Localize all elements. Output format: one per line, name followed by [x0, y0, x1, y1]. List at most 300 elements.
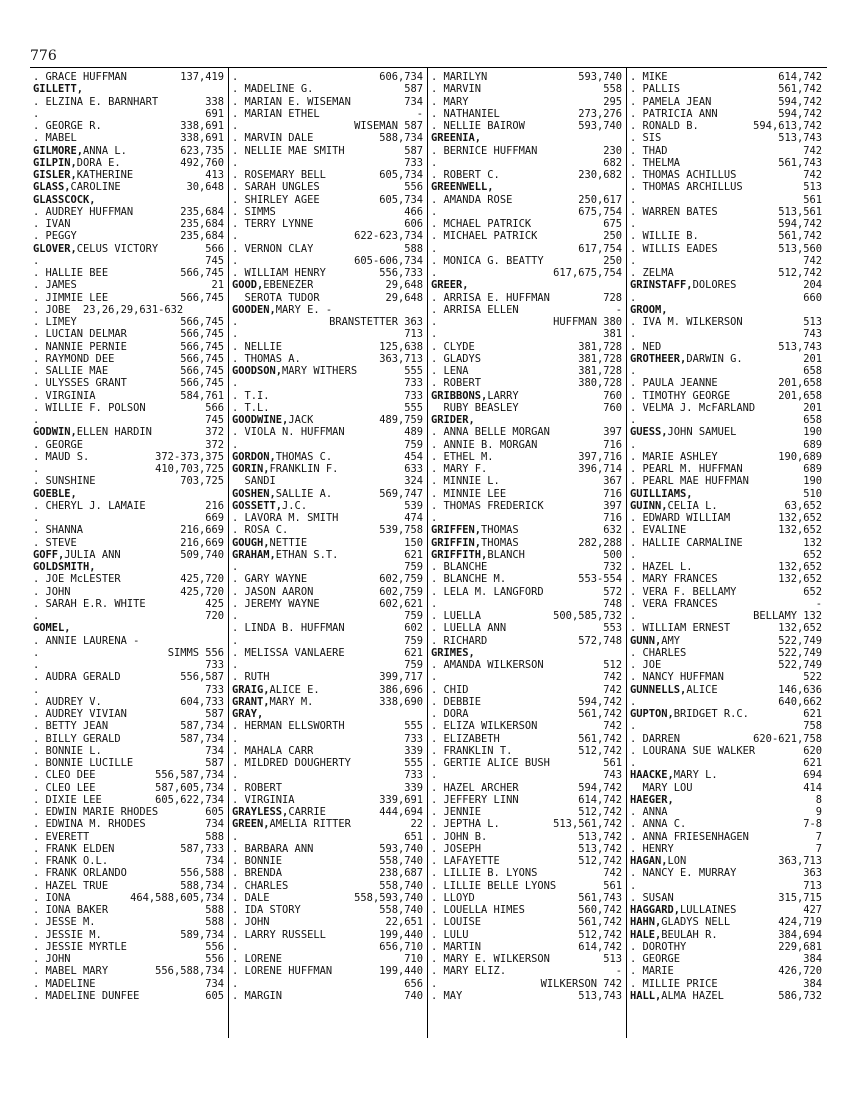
entry-pages: 410,703,725	[155, 463, 224, 475]
index-entry	[431, 794, 622, 806]
entry-name: .	[431, 769, 438, 782]
entry-name: . BLANCHE M.	[431, 573, 507, 586]
entry-pages: 587	[404, 83, 423, 96]
entry-name: . LIMEY	[33, 316, 77, 328]
surname: GRIBBONS,	[431, 389, 488, 402]
entry-pages: 558,740	[379, 879, 423, 892]
index-entry	[630, 953, 822, 965]
entry-name: . MARIE	[630, 965, 674, 978]
entry-name: . LINDA B. HUFFMAN	[232, 622, 345, 635]
index-entry	[630, 843, 822, 855]
index-entry	[33, 353, 224, 365]
entry-pages: 584,761	[180, 389, 224, 402]
entry-name: . MONICA G. BEATTY	[431, 254, 544, 267]
entry-name	[431, 279, 469, 291]
entry-name: . MILLIE PRICE	[630, 977, 718, 990]
index-entry	[33, 696, 224, 708]
index-entry	[232, 916, 423, 928]
entry-name: GREEN,AMELIA RITTER	[232, 818, 351, 831]
index-entry	[232, 855, 423, 867]
index-entry	[33, 426, 224, 438]
entry-name: . STEVE	[33, 536, 77, 549]
index-entry	[431, 965, 622, 977]
entry-pages: 230	[603, 144, 622, 157]
index-entry	[33, 390, 224, 402]
entry-pages: 614,742	[578, 793, 622, 806]
entry-pages: 605,734	[379, 193, 423, 206]
entry-name: . HAZEL L.	[630, 561, 693, 573]
entry-pages: 606,734	[379, 71, 423, 83]
index-entry	[630, 255, 822, 267]
entry-pages: 566,745	[180, 340, 224, 353]
entry-name: . HERMAN ELLSWORTH	[232, 720, 345, 733]
index-entry	[431, 512, 622, 524]
index-entry	[33, 463, 224, 475]
entry-name: . MCHAEL PATRICK	[431, 218, 532, 230]
entry-pages: 716	[603, 438, 622, 451]
entry-name: . LAFAYETTE	[431, 855, 500, 867]
entry-name: . VIRGINIA	[232, 793, 295, 806]
surname: HAGGARD,	[630, 904, 681, 916]
entry-name	[630, 304, 668, 316]
index-entry	[630, 157, 822, 169]
entry-name: . LOUISE	[431, 916, 482, 929]
entry-name	[33, 561, 96, 573]
entry-name: . MARY	[431, 95, 469, 108]
index-entry	[431, 475, 622, 487]
index-entry	[33, 782, 224, 794]
index-entry	[33, 573, 224, 585]
entry-name: .	[232, 977, 239, 990]
entry-pages: 444,694	[379, 806, 423, 818]
surname: GOUGH,	[232, 536, 270, 549]
index-entry	[630, 720, 822, 732]
entry-pages: 632	[603, 524, 622, 537]
index-entry	[431, 769, 622, 781]
entry-name: . EVALINE	[630, 524, 687, 537]
index-entry	[431, 181, 622, 193]
entry-pages: 522,749	[778, 659, 822, 671]
index-entry	[630, 402, 822, 414]
entry-name: MARY LOU	[630, 781, 693, 794]
entry-name: . MARVIN DALE	[232, 132, 314, 145]
index-entry	[33, 512, 224, 524]
entry-name	[33, 194, 96, 206]
index-entry	[232, 573, 423, 585]
entry-pages: 759	[404, 610, 423, 622]
index-entry	[33, 267, 224, 279]
index-entry	[33, 586, 224, 598]
index-entry	[630, 194, 822, 206]
index-entry	[33, 831, 224, 843]
entry-name: . THAD	[630, 144, 668, 157]
entry-pages: 759	[404, 561, 423, 573]
index-entry	[33, 71, 224, 83]
entry-name: .	[232, 377, 239, 390]
entry-pages: 282,288	[578, 536, 622, 549]
entry-pages: 561,742	[578, 732, 622, 745]
index-entry	[232, 757, 423, 769]
entry-name: .	[232, 328, 239, 341]
index-entry	[33, 941, 224, 953]
index-entry	[33, 206, 224, 218]
index-entry	[431, 426, 622, 438]
index-entry	[232, 843, 423, 855]
entry-name: . GARY WAYNE	[232, 573, 308, 586]
surname: GRIFFEN,	[431, 524, 482, 537]
index-entry	[431, 782, 622, 794]
index-entry	[431, 990, 622, 1002]
entry-name: . BONNIE LUCILLE	[33, 757, 134, 769]
index-entry	[232, 806, 423, 818]
entry-pages: 566,745	[180, 365, 224, 377]
entry-name: . T.L.	[232, 401, 270, 414]
entry-pages: 427	[803, 904, 822, 916]
entry-name: . JESSE M.	[33, 916, 96, 929]
entry-name: .	[630, 720, 637, 733]
index-entry	[232, 206, 423, 218]
entry-name: . LARRY RUSSELL	[232, 928, 326, 941]
entry-name: . DIXIE LEE	[33, 793, 102, 806]
entry-pages: 623,735	[180, 144, 224, 157]
index-entry	[630, 451, 822, 463]
index-entry	[630, 108, 822, 120]
surname: GOODWINE,	[232, 414, 289, 426]
entry-name: GRIFFEN,THOMAS	[431, 524, 519, 537]
entry-pages: 742	[603, 867, 622, 880]
index-entry	[33, 745, 224, 757]
index-entry	[630, 524, 822, 536]
index-entry	[630, 757, 822, 769]
index-entry	[33, 451, 224, 463]
index-entry	[630, 341, 822, 353]
index-entry	[232, 255, 423, 267]
entry-pages: 363	[803, 867, 822, 880]
entry-name	[232, 708, 263, 720]
entry-name: . MARIE ASHLEY	[630, 450, 718, 463]
entry-name: GUNNELLS,ALICE	[630, 683, 718, 696]
index-entry	[33, 537, 224, 549]
index-entry	[33, 365, 224, 377]
surname: GILLETT,	[33, 83, 84, 96]
entry-pages: 338	[205, 95, 224, 108]
entry-pages: 474	[404, 512, 423, 524]
entry-name: .	[33, 646, 40, 659]
entry-pages: 381,728	[578, 365, 622, 377]
index-entry	[232, 512, 423, 524]
entry-name: . ARRISA E. HUFFMAN	[431, 291, 550, 304]
entry-pages: 561	[603, 879, 622, 892]
index-entry	[33, 439, 224, 451]
entry-name: .	[33, 414, 40, 426]
index-entry	[431, 328, 622, 340]
index-entry	[431, 353, 622, 365]
entry-name: . LILLIE B. LYONS	[431, 867, 538, 880]
index-entry	[431, 304, 622, 316]
surname: GUINN,	[630, 499, 668, 512]
entry-name: GILMORE,ANNA L.	[33, 144, 127, 157]
entry-pages: 384	[803, 977, 822, 990]
entry-pages: 605	[205, 989, 224, 1002]
entry-pages: 513,743	[778, 340, 822, 353]
entry-name: . GEORGE	[33, 438, 84, 451]
entry-name: . FRANK ELDEN	[33, 842, 115, 855]
entry-pages: 572,748	[578, 634, 622, 647]
index-entry	[431, 598, 622, 610]
entry-pages: 733	[404, 156, 423, 169]
entry-name: . CLEO DEE	[33, 769, 96, 782]
index-entry	[630, 83, 822, 95]
index-entry	[232, 953, 423, 965]
entry-name: . ZELMA	[630, 267, 674, 279]
index-entry	[232, 549, 423, 561]
index-entry	[232, 439, 423, 451]
index-entry	[232, 659, 423, 671]
entry-name: . ROBERT C.	[431, 169, 500, 181]
entry-pages: 572	[603, 585, 622, 598]
index-entry	[431, 365, 622, 377]
index-entry	[232, 635, 423, 647]
entry-pages: 512,742	[578, 744, 622, 757]
index-entry	[33, 720, 224, 732]
index-entry	[33, 843, 224, 855]
index-entry	[630, 267, 822, 279]
entry-name: GUESS,JOHN SAMUEL	[630, 426, 737, 439]
entry-pages: 733	[404, 732, 423, 745]
index-entry	[33, 561, 224, 573]
index-entry	[232, 622, 423, 634]
index-entry	[232, 304, 423, 316]
surname: HAGAN,	[630, 855, 668, 867]
index-entry	[232, 867, 423, 879]
index-entry	[431, 414, 622, 426]
index-entry	[33, 916, 224, 928]
entry-pages: 561,743	[778, 156, 822, 169]
entry-name: GISLER,KATHERINE	[33, 169, 134, 181]
index-entry	[232, 96, 423, 108]
entry-pages: 413	[205, 169, 224, 181]
surname: GUNN,	[630, 634, 662, 647]
index-entry	[232, 157, 423, 169]
entry-name: . MARIAN ETHEL	[232, 107, 320, 120]
entry-pages: 658	[803, 414, 822, 426]
entry-pages: 424,719	[778, 916, 822, 929]
index-entry	[630, 990, 822, 1002]
entry-pages: 621	[803, 708, 822, 720]
index-entry	[630, 659, 822, 671]
entry-name: .	[232, 732, 239, 745]
index-entry	[232, 880, 423, 892]
entry-name: . WILLIS EADES	[630, 242, 718, 255]
entry-name: GOODEN,MARY E. -	[232, 303, 333, 316]
index-entry	[630, 965, 822, 977]
entry-name: .	[630, 328, 637, 341]
index-entry	[431, 610, 622, 622]
entry-name: . MARY E. WILKERSON	[431, 953, 550, 965]
index-entry	[33, 794, 224, 806]
entry-pages: 566,745	[180, 352, 224, 365]
entry-name: . HAZEL ARCHER	[431, 781, 519, 794]
entry-pages: 588,734	[379, 132, 423, 145]
entry-name: . THELMA	[630, 156, 681, 169]
index-entry	[431, 929, 622, 941]
entry-pages: 556,588	[180, 867, 224, 880]
entry-name: .	[232, 316, 239, 328]
entry-name: . JOHN	[33, 585, 71, 598]
entry-name: .	[431, 205, 438, 218]
entry-pages: 384,694	[778, 928, 822, 941]
entry-pages: 743	[803, 328, 822, 341]
entry-name: . DOROTHY	[630, 940, 687, 953]
entry-pages: 509,740	[180, 548, 224, 561]
index-entry	[232, 145, 423, 157]
index-entry	[33, 892, 224, 904]
entry-pages: 560,742	[578, 904, 622, 916]
entry-pages: 454	[404, 450, 423, 463]
entry-pages: 733	[404, 769, 423, 782]
entry-pages: -	[416, 107, 423, 120]
entry-pages: 201	[803, 401, 822, 414]
index-entry	[431, 255, 622, 267]
entry-pages: 201,658	[778, 377, 822, 390]
entry-name: . MARGIN	[232, 989, 283, 1002]
entry-pages: 363,713	[379, 352, 423, 365]
entry-pages: 250	[603, 254, 622, 267]
index-entry	[232, 831, 423, 843]
entry-name: . JESSIE MYRTLE	[33, 940, 127, 953]
entry-name: GROTHEER,DARWIN G.	[630, 352, 743, 365]
entry-name: .	[33, 512, 40, 524]
index-entry	[630, 316, 822, 328]
entry-name: . GEORGE R.	[33, 120, 102, 132]
entry-name: . BLANCHE	[431, 561, 488, 573]
index-entry	[33, 96, 224, 108]
index-entry	[630, 671, 822, 683]
entry-pages: 199,440	[379, 928, 423, 941]
index-entry	[630, 561, 822, 573]
entry-pages: 587,734	[180, 732, 224, 745]
index-entry	[630, 537, 822, 549]
index-entry	[232, 341, 423, 353]
entry-pages: 513,743	[578, 989, 622, 1002]
entry-name: . AUDREY VIVIAN	[33, 708, 127, 720]
index-entry	[33, 647, 224, 659]
entry-name: . MAHALA CARR	[232, 744, 314, 757]
index-entry	[232, 990, 423, 1002]
index-entry	[431, 573, 622, 585]
entry-name: . BETTY JEAN	[33, 720, 109, 733]
entry-pages: 689	[803, 438, 822, 451]
index-entry	[630, 96, 822, 108]
surname: GREENWELL,	[431, 181, 494, 194]
entry-name: . MARY FRANCES	[630, 573, 718, 586]
entry-pages: 594,742	[578, 695, 622, 708]
index-entry	[630, 855, 822, 867]
surname: HALE,	[630, 928, 662, 941]
entry-pages: 748	[603, 597, 622, 610]
entry-pages: 315,715	[778, 891, 822, 904]
index-entry	[431, 696, 622, 708]
entry-pages: 734	[205, 744, 224, 757]
entry-pages: 21	[211, 279, 224, 292]
entry-pages: 593,740	[578, 120, 622, 132]
entry-name: . MARVIN	[431, 83, 482, 96]
entry-pages: 633	[404, 463, 423, 475]
index-entry	[33, 194, 224, 206]
entry-name: . BILLY GERALD	[33, 732, 121, 745]
index-entry	[232, 316, 423, 328]
surname: GOEBLE,	[33, 487, 77, 500]
index-entry	[431, 120, 622, 132]
entry-pages: 587	[404, 144, 423, 157]
index-entry	[630, 353, 822, 365]
index-entry	[33, 304, 224, 316]
entry-pages: 492,760	[180, 156, 224, 169]
entry-name: GRINSTAFF,DOLORES	[630, 279, 737, 292]
entry-name: . AUDREY HUFFMAN	[33, 205, 134, 218]
entry-pages: 742	[603, 720, 622, 733]
entry-name: .	[630, 879, 637, 892]
entry-name: . RUTH	[232, 671, 270, 684]
index-entry	[232, 720, 423, 732]
index-entry	[232, 181, 423, 193]
entry-name: . CHARLES	[630, 646, 687, 659]
entry-pages: 566,745	[180, 328, 224, 341]
entry-pages: 512,742	[578, 928, 622, 941]
entry-pages: 640,662	[778, 695, 822, 708]
entry-pages: 216	[205, 499, 224, 512]
index-entry	[232, 71, 423, 83]
entry-pages: 338,691	[180, 132, 224, 145]
entry-pages: 489	[404, 426, 423, 439]
entry-name: GLOVER,CELUS VICTORY	[33, 242, 159, 255]
index-entry	[33, 880, 224, 892]
entry-name: . IVAN	[33, 218, 71, 230]
entry-name: . AUDRA GERALD	[33, 671, 121, 684]
entry-name: . SHANNA	[33, 524, 84, 537]
entry-name: . EVERETT	[33, 830, 90, 843]
entry-pages: 728	[603, 291, 622, 304]
index-entry	[431, 818, 622, 830]
entry-pages: 691	[205, 107, 224, 120]
entry-name: . EDWIN MARIE RHODES	[33, 806, 159, 818]
index-entry	[33, 671, 224, 683]
entry-name: . JOBE 23,26,29,631-632	[33, 303, 184, 316]
entry-name	[431, 132, 481, 144]
entry-name: . MARTIN	[431, 940, 482, 953]
entry-pages: 466	[404, 205, 423, 218]
entry-pages: 339,691	[379, 793, 423, 806]
index-entry	[431, 537, 622, 549]
index-entry	[33, 475, 224, 487]
entry-name: . NED	[630, 340, 662, 353]
entry-pages: 734	[404, 95, 423, 108]
entry-pages: WILKERSON 742	[540, 977, 622, 990]
entry-pages: 295	[603, 95, 622, 108]
index-entry	[33, 622, 224, 634]
entry-pages: 566,745	[180, 291, 224, 304]
index-entry	[232, 733, 423, 745]
entry-name: . LELA M. LANGFORD	[431, 585, 544, 598]
entry-pages: 589,734	[180, 928, 224, 941]
index-entry	[431, 108, 622, 120]
entry-pages: 588	[205, 916, 224, 929]
index-entry	[33, 965, 224, 977]
entry-pages: 199,440	[379, 965, 423, 978]
index-entry	[33, 292, 224, 304]
index-entry	[33, 635, 224, 647]
entry-name: GOSSETT,J.C.	[232, 499, 308, 512]
